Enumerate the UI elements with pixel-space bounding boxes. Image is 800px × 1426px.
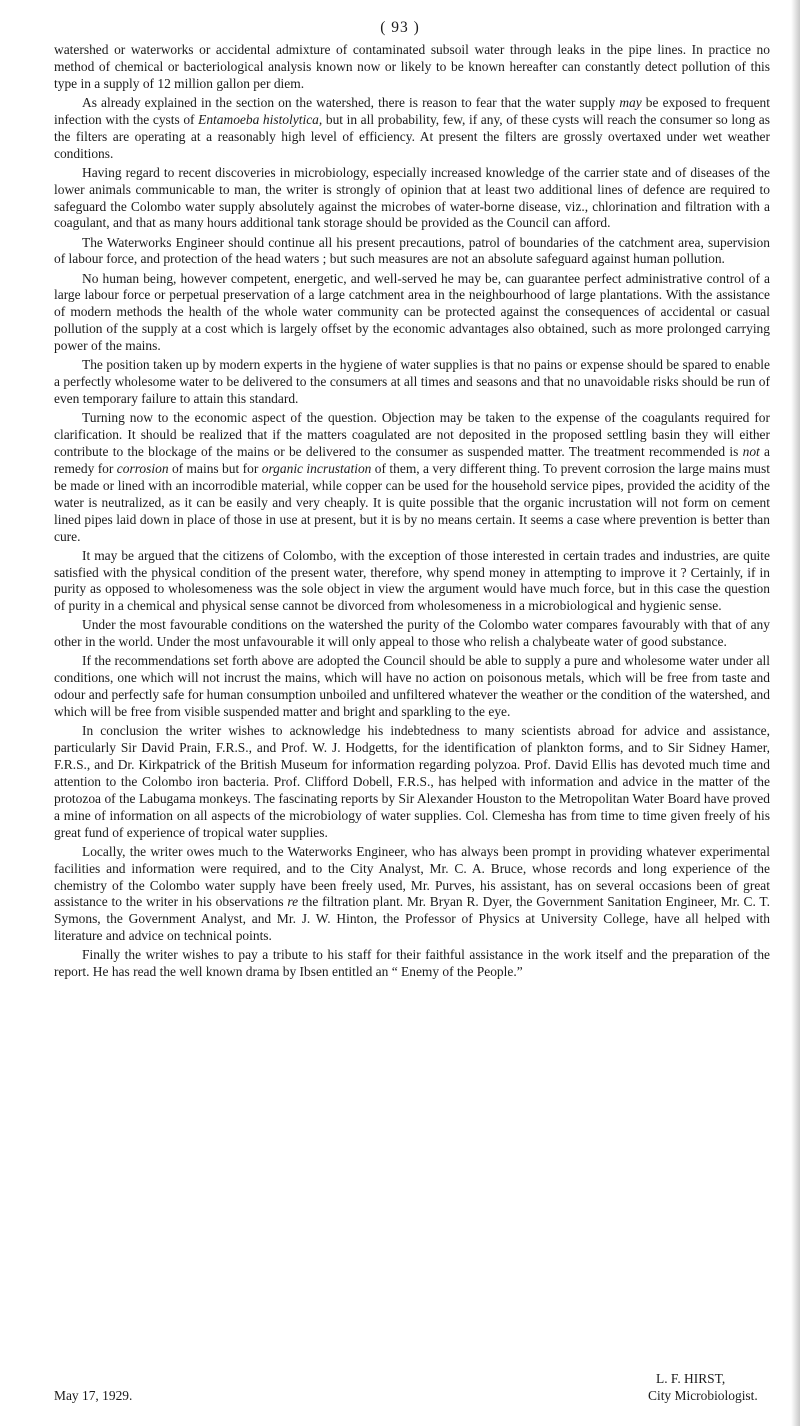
author-name: L. F. HIRST, xyxy=(656,1371,726,1386)
paragraph-text: watershed or waterworks or accidental admixture of contaminated subsoil water through leaks in the pipe lines. In practice no method of chemical or bacteriological analysis known now or likely to be known hereafter can constantly detect pollution of this type in a supply of 12 million gallon per diem. xyxy=(54,42,770,91)
italic-text: Entamoeba histolytica, xyxy=(198,111,323,127)
author-block xyxy=(648,1370,758,1404)
paragraph-text: a remedy for xyxy=(54,443,771,476)
author-title: City Microbiologist. xyxy=(648,1388,758,1403)
paragraph-text: In conclusion the writer wishes to acknowledge his indebtedness to many scientists abroad for advice and assistance, particularly Sir David Prain, F.R.S., and Prof. W. J. Hodgetts, for the identification of plankton forms, and to Sir Sidney Hamer, F.R.S., and Dr. Kirkpatrick of the British Museum for information regarding polyzoa. Prof. David Ellis has devoted much time and attention to the Colombo iron bacteria. Prof. Clifford Dobell, F.R.S., has helped with information and advice in the matter of the protozoa of the Labugama monkeys. The fascinating reports by Sir Alexander Houston to the Metropolitan Water Board have proved a mine of information on all aspects of the microbiology of water supplies. Col. Clemesha has from time to time given freely of his great fund of experience of tropical water supplies. xyxy=(54,723,770,840)
paragraph-text: Under the most favourable conditions on the watershed the purity of the Colombo water compares favourably with that of any other in the world. Under the most unfavourable it will only appeal to those who relish a chalybeate water of good substance. xyxy=(54,617,770,650)
italic-text: re xyxy=(287,894,299,910)
paragraph-text: The position taken up by modern experts in the hygiene of water supplies is that no pains or expense should be spared to enable a perfectly wholesome water to be delivered to the consumers at all times and seasons and that no unavoidable risks should be run of even temporary failure to attain this standard. xyxy=(54,357,770,407)
paragraph xyxy=(54,235,770,269)
paragraph xyxy=(54,947,770,981)
paragraph-text: the filtration plant. Mr. Bryan R. Dyer, the Government Sanitation Engineer, Mr. C. T. Symons, the Government Analyst, and Mr. J. W. Hinton, the Professor of Physics at University College, have all helped with literature and advice on technical points. xyxy=(54,894,770,944)
body-text xyxy=(54,42,770,983)
paragraph-text: The Waterworks Engineer should continue all his present precautions, patrol of boundaries of the catchment area, supervision of labour force, and protection of the head waters ; but such measures are not an absolute safeguard against human pollution. xyxy=(54,234,770,267)
paragraph-text: If the recommendations set forth above are adopted the Council should be able to supply a pure and wholesome water under all conditions, one which will not incrust the mains, which will have no action on poisonous metals, which will be free from taste and odour and perfectly safe for human consumption unboiled and unfiltered whatever the weather or the condition of the watershed, and which will be free from visible suspended matter and bright and sparkling to the eye. xyxy=(54,653,770,720)
paragraph-text: Locally, the writer owes much to the Waterworks Engineer, who has always been prompt in providing whatever experimental facilities and information were required, and to the City Analyst, Mr. C. A. Bruce, whose records and long experience of the chemistry of the Colombo water supply have been freely used, Mr. Purves, his assistant, has on several occasions been of great assistance to the writer in his observations xyxy=(54,843,770,910)
paragraph xyxy=(54,165,770,233)
paragraph-text: As already explained in the section on the watershed, there is reason to fear that the water supply xyxy=(82,94,620,110)
italic-text: organic incrustation xyxy=(261,460,372,476)
page-number: ( 93 ) xyxy=(380,19,420,36)
paragraph xyxy=(54,548,770,616)
paragraph xyxy=(54,653,770,721)
paragraph-text: Finally the writer wishes to pay a tribute to his staff for their faithful assistance in the work itself and the preparation of the report. He has read the well known drama by Ibsen entitled an “ Enemy of the People.” xyxy=(54,947,770,980)
italic-text: may xyxy=(619,94,642,110)
paragraph xyxy=(54,357,770,408)
paragraph xyxy=(54,844,770,945)
paragraph xyxy=(54,410,770,545)
paragraph-text: No human being, however competent, energetic, and well-served he may be, can guarantee perfect administrative control of a large labour force or perpetual preservation of a large catchment area in the neighbourhood of large plantations. With the assistance of modern methods the health of the whole water community can be protected against the consequences of accidental or casual pollution of the supply at a cost which is largely offset by the economic advantages also obtained, such as more prolonged carrying power of the mains. xyxy=(54,270,770,354)
report-date: May 17, 1929. xyxy=(54,1388,133,1403)
italic-text: not xyxy=(742,443,760,459)
paragraph xyxy=(54,723,770,841)
paragraph-text: but in all probability, few, if any, of these cysts will reach the consumer so long as the filters are operating at a reasonably high level of efficiency. At present the filters are grossly overtaxed under wet weather conditions. xyxy=(54,111,770,161)
paragraph xyxy=(54,42,770,93)
page-edge-shadow xyxy=(791,0,800,1426)
paragraph-text: It may be argued that the citizens of Colombo, with the exception of those interested in certain trades and industries, are quite satisfied with the physical condition of the present water, therefore, why spend money in attempting to improve it ? Certainly, if in purity as opposed to wholesomeness was the sole object in view the argument would have much force, but in this case the question of purity in a chemical and physical sense cannot be divorced from wholesomeness in a microbiological and hygienic sense. xyxy=(54,547,770,614)
paragraph-text: of mains but for xyxy=(168,460,262,476)
italic-text: corrosion xyxy=(116,460,169,476)
paragraph-text: Having regard to recent discoveries in microbiology, especially increased knowledge of the carrier state and of diseases of the lower animals communicable to man, the writer is strongly of opinion that at least two additional lines of defence are required to safeguard the Colombo water supply absolutely against the microbes of water-borne disease, viz., chlorination and filtration with a coagulant, and that as many hours additional tank storage should be provided as the Council can afford. xyxy=(54,164,770,231)
paragraph xyxy=(54,95,770,163)
paragraph-text: of them, a very different thing. To prevent corrosion the large mains must be made or lined with an incorrodible material, while copper can be used for the household service pipes, provided the acidity of the water is neutralized, as it can be easily and very cheaply. It is quite possible that the organic incrustation will not form on cement lined pipes laid down in place of those in use at present, but it is by no means certain. It seems a case where prevention is better than cure. xyxy=(54,460,770,544)
paragraph-text: Turning now to the economic aspect of the question. Objection may be taken to the expense of the coagulants required for clarification. It should be realized that if the matters coagulated are not deposited in the proposed settling basin they will either contribute to the blockage of the mains or be delivered to the consumer as suspended matter. The treatment recommended is xyxy=(54,410,770,459)
paragraph xyxy=(54,617,770,651)
paragraph-text: be exposed to frequent infection with the cysts of xyxy=(54,94,770,127)
paragraph xyxy=(54,271,770,356)
